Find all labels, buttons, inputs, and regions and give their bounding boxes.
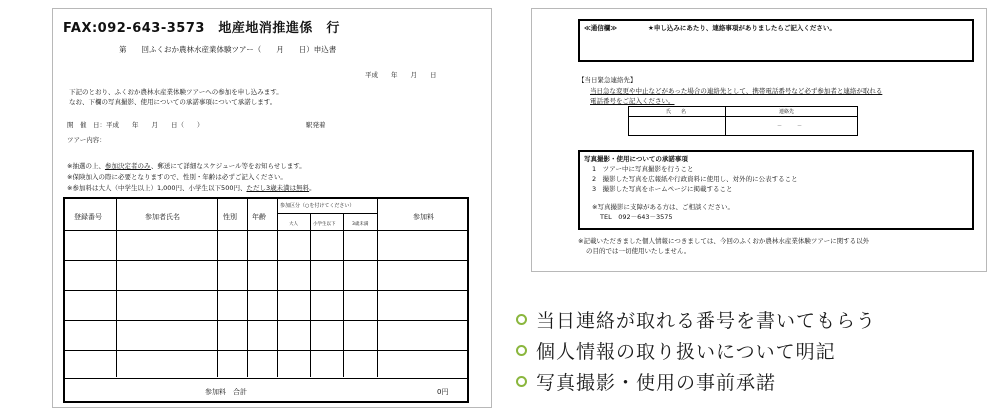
bullet-circle-icon [516, 345, 527, 356]
emergency-text-1: 当日急な変更や中止などがあった場合の連絡先として、携帯電話番号など必ず参加者と連絡が取れる [590, 87, 883, 95]
fax-header: FAX:092-643-3573 地産地消推進係 行 [63, 21, 340, 36]
col-category: 参加区分（○を付けてください） [280, 203, 355, 209]
key-points-list [516, 304, 876, 397]
form-page-2 [531, 8, 987, 272]
col-name: 氏 名 [666, 109, 687, 115]
bullet-circle-icon [516, 314, 527, 325]
intro-line-2: なお、下欄の写真撮影、使用についての承諾事項について承諾します。 [69, 98, 277, 106]
photo-item-1: 1 ツアー中に写真撮影を行うこと [592, 165, 694, 173]
photo-consent-box [578, 150, 974, 230]
col-contact: 連絡先 [779, 109, 795, 115]
participant-table [63, 197, 469, 403]
photo-title: 写真撮影・使用についての承諾事項 [584, 155, 688, 163]
bullet-circle-icon [516, 376, 527, 387]
note-2: ※保険加入の際に必要となりますので、性別・年齢は必ずご記入ください。 [67, 173, 287, 181]
contact-dash: － － [777, 123, 803, 129]
bullet-text: 当日連絡が取れる番号を書いてもらう [536, 310, 877, 332]
bullet-text: 個人情報の取り扱いについて明記 [536, 341, 836, 363]
total-value: 0円 [437, 388, 449, 396]
event-date: 開 催 日：平成 年 月 日（ ） [67, 121, 204, 129]
col-participant-name: 参加者氏名 [145, 213, 180, 221]
emergency-table [628, 106, 858, 136]
photo-item-2: 2 撮影した写真を広報紙や行政資料に使用し、対外的に公表すること [592, 175, 798, 183]
intro-line-1: 下記のとおり、ふくおか農林水産業体験ツアーへの参加を申し込みます。 [69, 88, 283, 96]
emergency-text-2: 電話番号をご記入ください。 [590, 97, 675, 105]
emergency-title: 【当日緊急連絡先】 [578, 76, 637, 84]
sub-adult: 大人 [289, 222, 298, 227]
col-age: 年齢 [252, 213, 266, 221]
photo-item-3: 3 撮影した写真をホームページに掲載すること [592, 185, 733, 193]
comment-box [578, 19, 974, 62]
col-reg-number: 登録番号 [74, 213, 102, 221]
privacy-line-1: ※記載いただきました個人情報につきましては、今回のふくおか農林水産業体験ツアーに関する以外 [578, 237, 870, 245]
comm-title: ≪通信欄≫ [584, 24, 618, 32]
col-fee: 参加料 [413, 213, 434, 221]
sub-child: 小学生以下 [313, 222, 336, 227]
tour-content: ツアー内容： [67, 136, 106, 144]
form-date: 平成 年 月 日 [365, 71, 437, 79]
list-item [516, 366, 876, 397]
note-1: ※抽選の上、参加決定者のみ、郵送にて詳細なスケジュール等をお知らせします。 [67, 162, 306, 170]
form-title: 第 回ふくおか農林水産業体験ツアー（ 月 日）申込書 [119, 45, 337, 54]
privacy-line-2: の目的では一切使用いたしません。 [586, 247, 691, 255]
note-3: ※参加料は大人（中学生以上）1,000円、小学生以下500円、ただし3歳未満は無料。 [67, 184, 316, 192]
station-label: 駅発着 [306, 121, 326, 129]
photo-tel: TEL 092－643－3575 [600, 213, 673, 221]
comm-note: ★申し込みにあたり、連絡事項がありましたらご記入ください。 [648, 24, 836, 32]
application-form [52, 8, 492, 408]
col-gender: 性別 [223, 213, 237, 221]
list-item [516, 335, 876, 366]
photo-note: ※写真撮影に支障がある方は、ご相談ください。 [592, 203, 734, 211]
sub-infant: 3歳未満 [352, 222, 369, 227]
bullet-text: 写真撮影・使用の事前承諾 [536, 372, 777, 394]
list-item [516, 304, 876, 335]
total-label: 参加料 合計 [205, 388, 247, 396]
